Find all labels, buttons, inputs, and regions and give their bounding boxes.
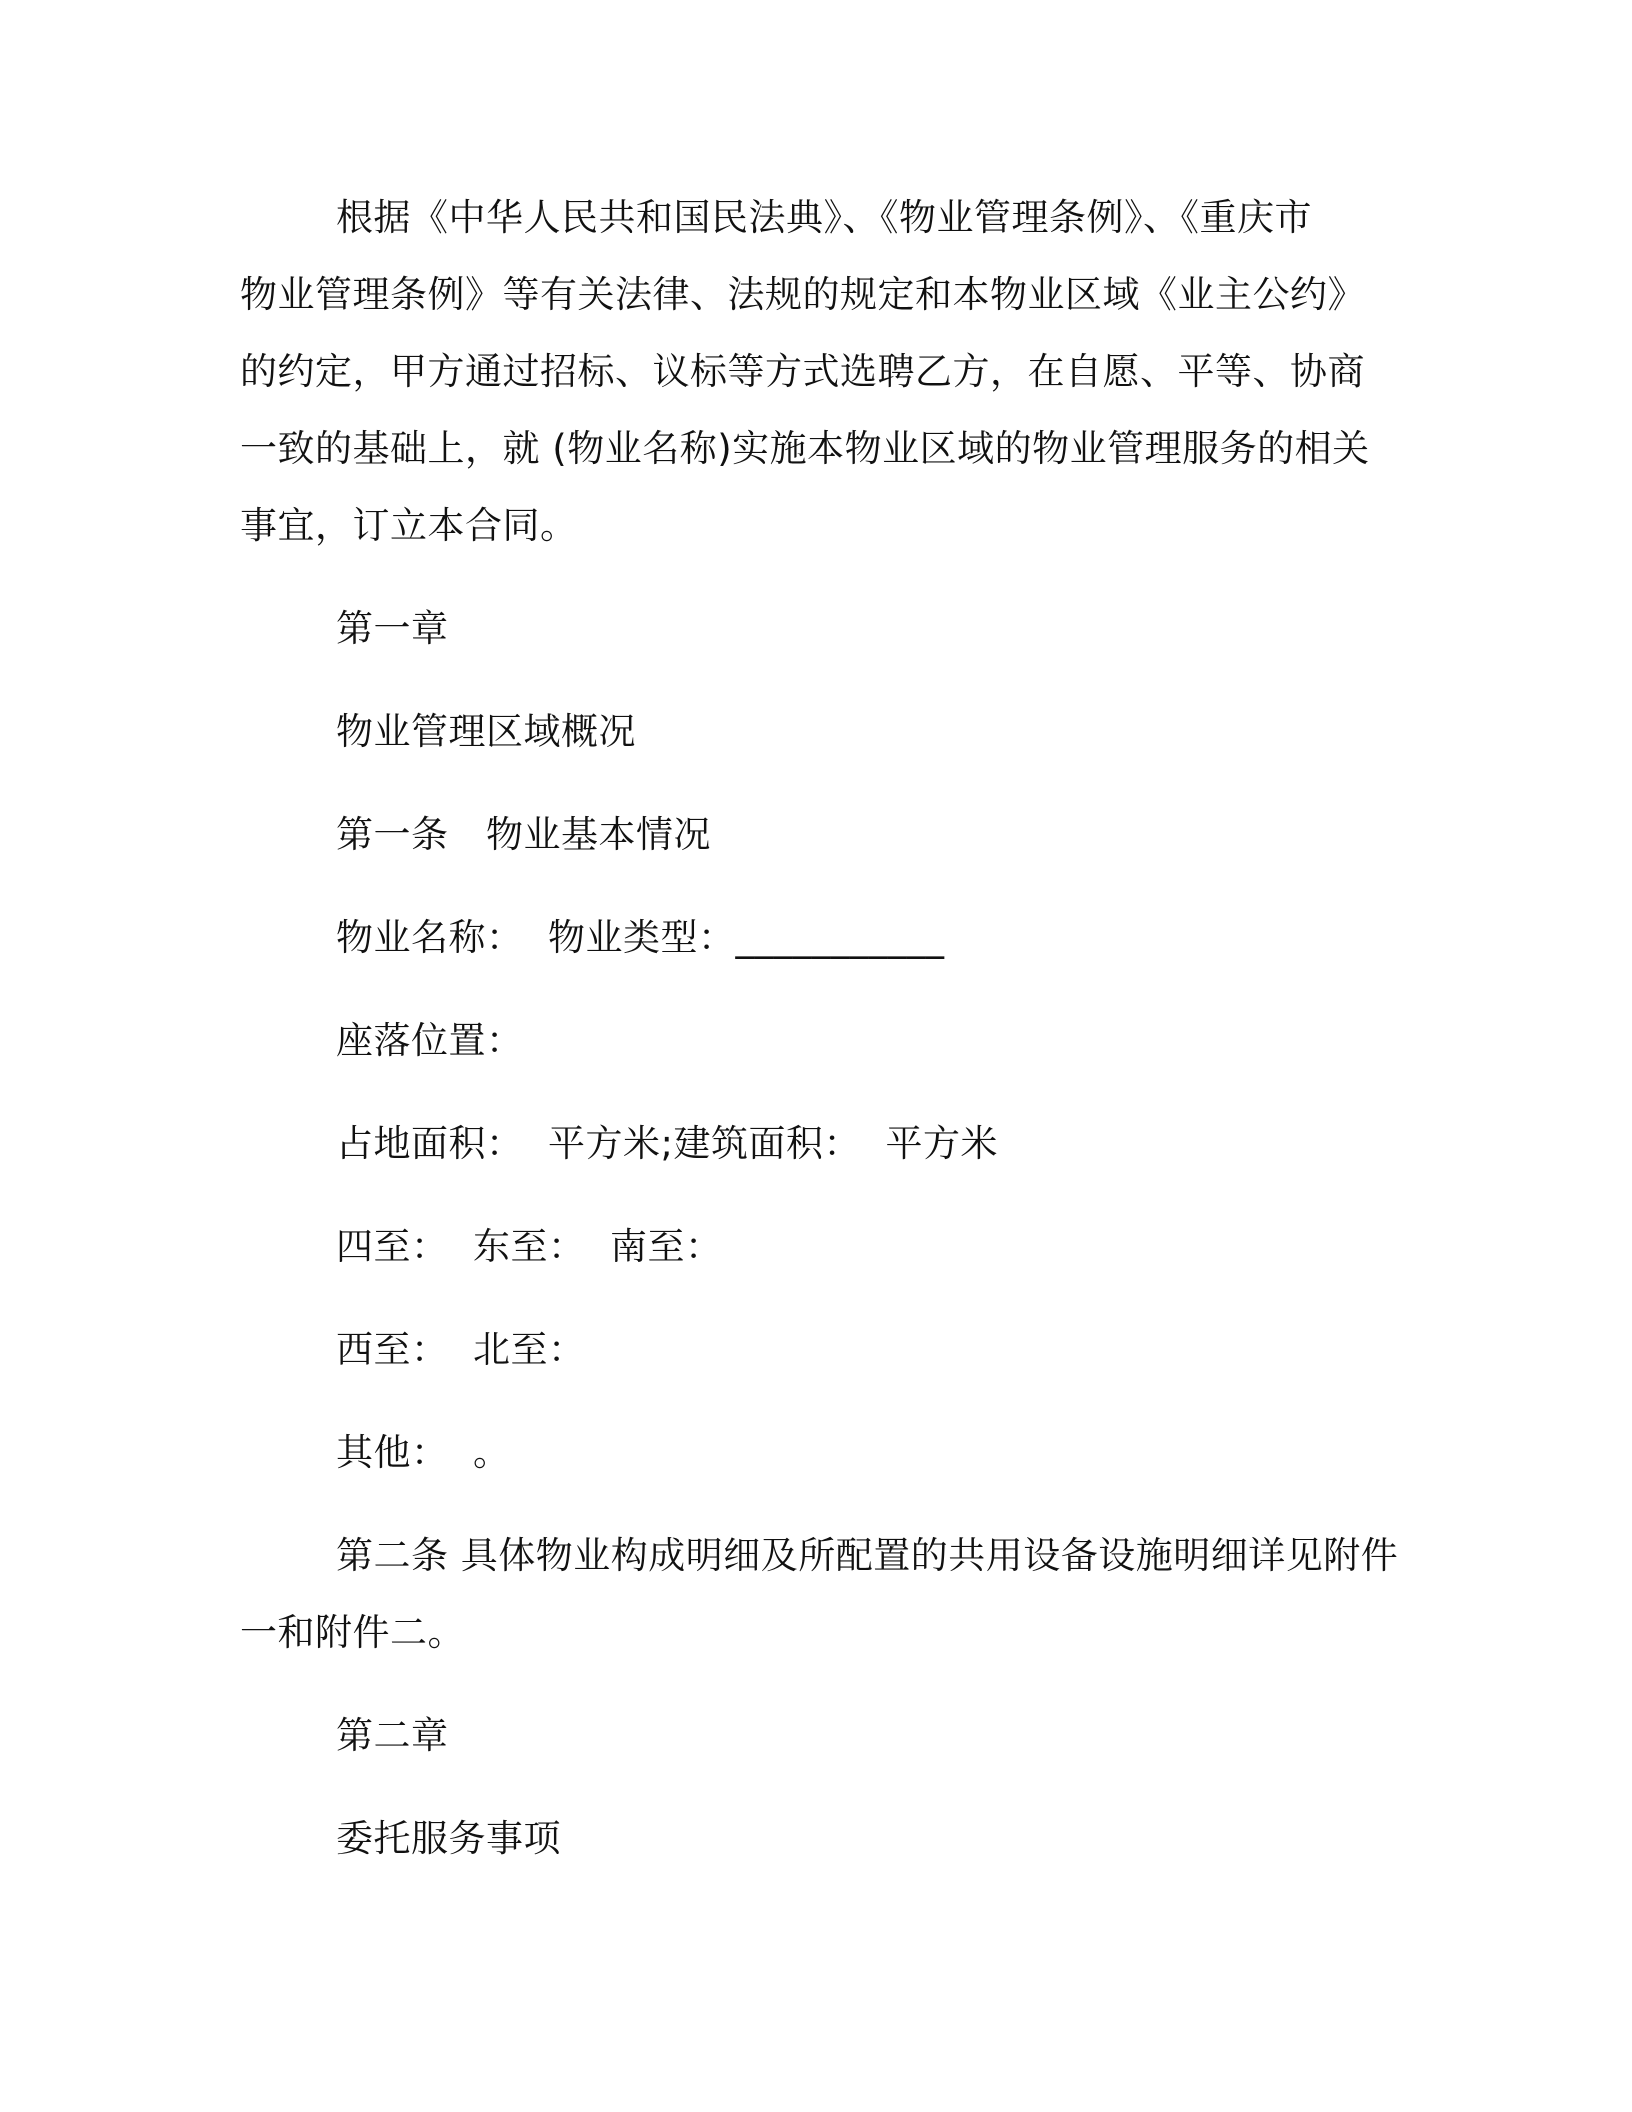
chapter-1-title: 物业管理区域概况 (336, 710, 636, 753)
area-field: 占地面积： 平方米;建筑面积： 平方米 (336, 1122, 999, 1165)
property-name-type-field: 物业名称： 物业类型：___________ (336, 916, 945, 959)
location-field: 座落位置： (336, 1019, 524, 1062)
chapter-2-title: 委托服务事项 (336, 1817, 561, 1860)
chapter-1-heading: 第一章 (336, 607, 449, 650)
intro-line-2: 物业管理条例》等有关法律、法规的规定和本物业区域《业主公约》 (240, 273, 1365, 316)
chapter-2-heading: 第二章 (336, 1714, 449, 1757)
other-field: 其他： 。 (336, 1431, 511, 1474)
intro-line-1: 根据《中华人民共和国民法典》、《物业管理条例》、《重庆市 (336, 196, 1312, 239)
article-2-line-2: 一和附件二。 (240, 1611, 465, 1654)
intro-line-3: 的约定，甲方通过招标、议标等方式选聘乙方，在自愿、平等、协商 (240, 350, 1365, 393)
boundaries-line-2: 西至： 北至： (336, 1328, 586, 1371)
article-1-heading: 第一条 物业基本情况 (336, 813, 711, 856)
article-2-line-1: 第二条 具体物业构成明细及所配置的共用设备设施明细详见附件 (336, 1534, 1399, 1577)
intro-line-5: 事宜，订立本合同。 (240, 504, 578, 547)
intro-line-4: 一致的基础上，就 (物业名称)实施本物业区域的物业管理服务的相关 (240, 427, 1370, 470)
boundaries-line-1: 四至： 东至： 南至： (336, 1225, 723, 1268)
